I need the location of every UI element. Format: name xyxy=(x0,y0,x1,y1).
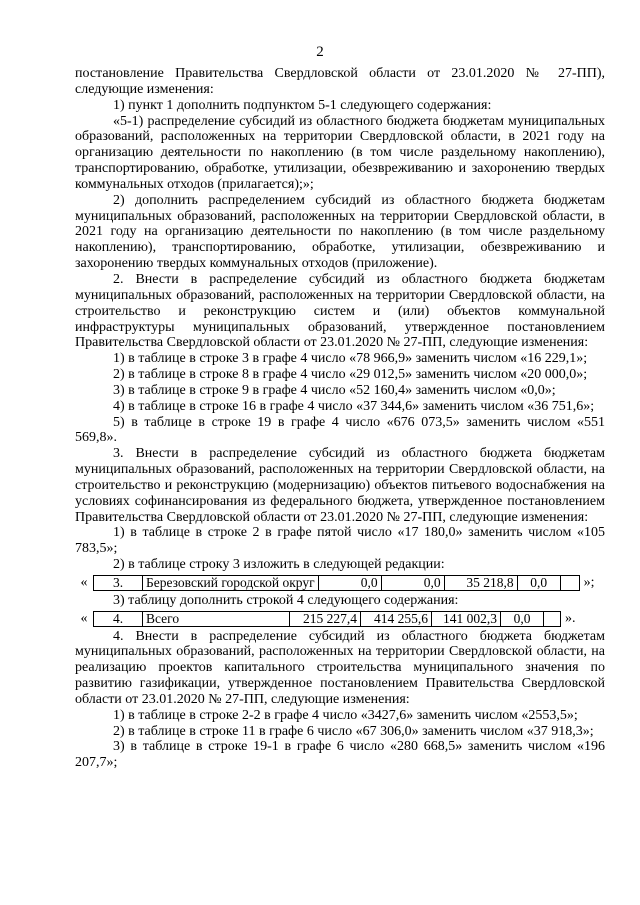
table-cell-value: 414 255,6 xyxy=(361,611,432,626)
paragraph: 1) в таблице в строке 3 в графе 4 число «78 966,9» заменить числом «16 229,1»; xyxy=(113,351,588,367)
table-cell-value: 35 218,8 xyxy=(444,575,517,590)
table-row xyxy=(94,575,580,590)
table-cell-number: 3. xyxy=(94,575,143,590)
table-cell-empty xyxy=(544,611,561,626)
paragraph: 4. Внести в распределение субсидий из областного бюджета бюджетам муниципальных образований, расположенных на территории Свердловской области, на реализацию проектов капитального строительства муниципального значения по развитию газификации, утвержденное постановлением Правительства Свердловской области от 23.01.2020 № 27-ПП, следующие изменения: xyxy=(75,628,605,707)
document-body xyxy=(75,66,605,771)
paragraph: 1) пункт 1 дополнить подпунктом 5-1 следующего содержания: xyxy=(113,97,492,113)
paragraph: 2) дополнить распределением субсидий из областного бюджета бюджетам муниципальных образований, расположенных на территории Свердловской области, в 2021 году на организацию деятельности по накоплению (в том числе раздельному накоплению), транспортированию, обработке, утилизации, обезвреживанию и захоронению твердых коммунальных отходов (приложение). xyxy=(75,192,605,272)
table-cell-value: 0,0 xyxy=(517,575,560,590)
paragraph: 5) в таблице в строке 19 в графе 4 число «676 073,5» заменить числом «551 569,8». xyxy=(75,414,605,446)
table-cell-value: 141 002,3 xyxy=(432,611,501,626)
open-quote: « xyxy=(80,575,88,590)
table-cell-value: 0,0 xyxy=(318,575,381,590)
paragraphs-bottom xyxy=(75,629,605,772)
table-cell-empty xyxy=(560,575,579,590)
table-row-4-line xyxy=(75,611,605,627)
paragraph: 3. Внести в распределение субсидий из областного бюджета бюджетам муниципальных образований, расположенных на территории Свердловской области, на строительство и реконструкцию (модернизацию) объектов питьевого водоснабжения на условиях софинансирования из федерального бюджета, утвержденное постановлением Правительства Свердловской области от 23.01.2020 № 27-ПП, следующие изменения: xyxy=(75,446,605,525)
close-quote: »; xyxy=(583,575,595,590)
table-cell-value: 215 227,4 xyxy=(290,611,361,626)
open-quote: « xyxy=(80,610,88,626)
table-cell-number: 4. xyxy=(94,611,143,626)
paragraph: постановление Правительства Свердловской области от 23.01.2020 № 27-ПП), следующие изменения: xyxy=(75,66,605,97)
table-row xyxy=(94,611,561,626)
paragraph: 4) в таблице в строке 16 в графе 4 число «37 344,6» заменить числом «36 751,6»; xyxy=(113,398,595,414)
paragraph: 2. Внести в распределение субсидий из областного бюджета бюджетам муниципальных образований, расположенных на территории Свердловской области, на строительство и реконструкцию систем и (или) объектов коммунальной инфраструктуры муниципальных образований, утвержденное постановлением Правительства Свердловской области от 23.01.2020 № 27-ПП, следующие изменения: xyxy=(75,271,605,351)
paragraph: «5-1) распределение субсидий из областного бюджета бюджетам муниципальных образований, расположенных на территории Свердловской области, в 2021 году на организацию деятельности по накоплению (в том числе раздельному накоплению), транспортированию, обработке, утилизации, обезвреживанию и захоронению твердых коммунальных отходов (прилагается);»; xyxy=(75,113,605,192)
paragraph: 1) в таблице в строке 2-2 в графе 4 число «3427,6» заменить числом «2553,5»; xyxy=(113,707,578,723)
close-quote: ». xyxy=(565,610,576,626)
paragraph: 3) таблицу дополнить строкой 4 следующего содержания: xyxy=(113,592,459,608)
paragraphs-top xyxy=(75,66,605,573)
table-cell-value: 0,0 xyxy=(501,611,544,626)
paragraph: 3) в таблице в строке 9 в графе 4 число «52 160,4» заменить числом «0,0»; xyxy=(113,382,556,398)
replacement-table-row-3 xyxy=(93,575,580,591)
page-number: 2 xyxy=(316,44,324,60)
paragraph: 3) в таблице в строке 19-1 в графе 6 число «280 668,5» заменить числом «196 207,7»; xyxy=(75,739,605,771)
table-cell-name: Березовский городской округ xyxy=(143,575,319,590)
table-cell-name: Всего xyxy=(143,611,290,626)
paragraph: 2) в таблице строку 3 изложить в следующей редакции: xyxy=(113,557,445,573)
table-row-3-line xyxy=(75,575,605,591)
table-cell-value: 0,0 xyxy=(381,575,444,590)
paragraph: 2) в таблице в строке 11 в графе 6 число «67 306,0» заменить числом «37 918,3»; xyxy=(113,723,594,739)
added-table-row-4 xyxy=(93,611,561,627)
paragraph: 1) в таблице в строке 2 в графе пятой число «17 180,0» заменить числом «105 783,5»; xyxy=(75,525,605,557)
paragraph: 2) в таблице в строке 8 в графе 4 число «29 012,5» заменить числом «20 000,0»; xyxy=(113,367,588,383)
